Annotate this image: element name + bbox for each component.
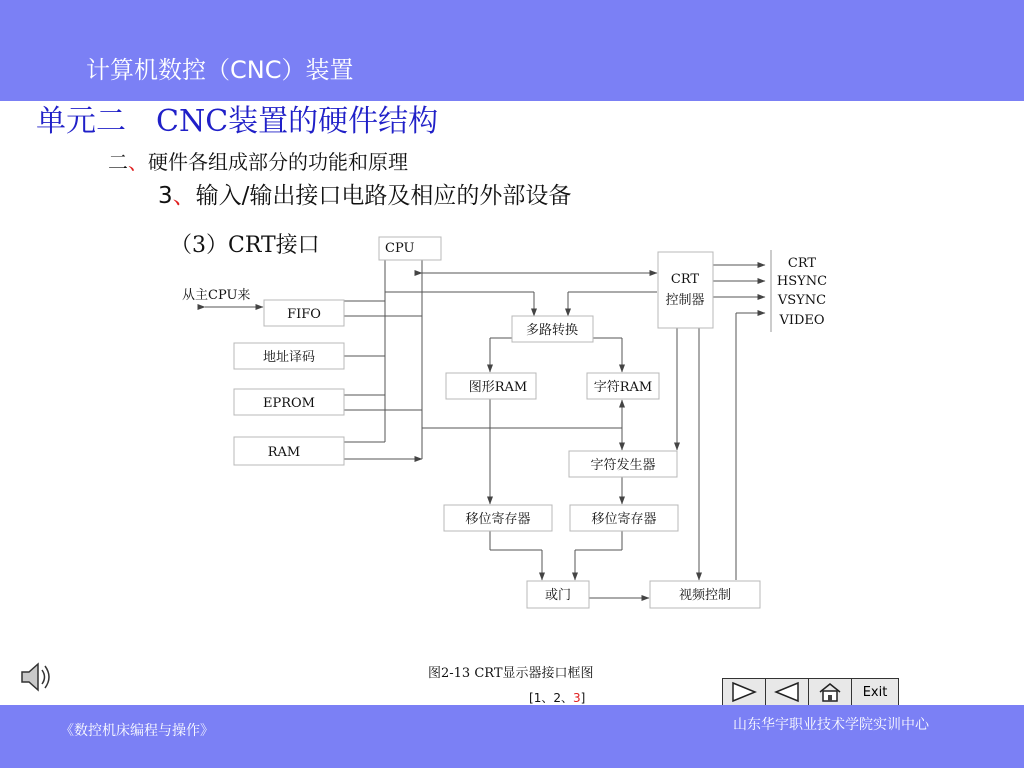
page-link-2[interactable]: 2 [553,691,561,705]
output-video-label: VIDEO [779,313,825,328]
footer-course-title: 《数控机床编程与操作》 [60,723,214,739]
next-button[interactable] [722,678,766,706]
unit-title: CNC装置的硬件结构 [156,104,439,139]
output-crt-label: CRT [787,256,817,271]
play-left-icon [772,681,802,703]
multiplexer-label: 多路转换 [525,323,579,338]
or-gate-label: 或门 [544,588,572,603]
sub-heading-prefix: 二 [108,150,128,174]
footer-institution: 山东华宇职业技术学院实训中心 [733,717,929,733]
previous-button[interactable] [765,678,809,706]
cpu-label: CPU [385,241,415,256]
pager-open: [ [529,691,534,705]
pager-sep-1: 、 [541,691,554,705]
fifo-label: FIFO [287,307,321,322]
char-ram-label: 字符RAM [593,380,653,395]
page-link-3-current[interactable]: 3 [573,691,581,705]
page-indicator [529,689,585,706]
navigation-bar [722,678,898,706]
shift-register-1-label: 移位寄存器 [465,512,531,527]
sub-heading-sep: 、 [128,150,148,174]
eprom-label: EPROM [263,396,315,411]
header-title: 计算机数控（CNC）装置 [86,56,354,84]
pager-sep-2: 、 [560,691,573,705]
from-main-cpu-label: 从主CPU来 [182,288,251,303]
shift-register-2-label: 移位寄存器 [591,512,657,527]
address-decode-label: 地址译码 [262,350,316,365]
play-right-icon [729,681,759,703]
figure-caption: 图2-13 CRT显示器接口框图 [428,666,594,681]
graphic-ram-label: 图形RAM [468,380,528,395]
char-generator-label: 字符发生器 [590,458,656,473]
crt-controller-label-1: CRT [670,272,700,287]
section-heading-num: 3 [158,183,173,209]
unit-label: 单元二 [36,104,126,139]
ram-label: RAM [267,445,301,460]
speaker-icon[interactable] [16,657,56,697]
output-vsync-label: VSYNC [777,293,827,308]
sub-heading-text: 硬件各组成部分的功能和原理 [148,150,408,174]
home-icon [817,681,843,703]
crt-interface-heading: （3）CRT接口 [170,233,320,258]
crt-controller-label-2: 控制器 [665,293,705,308]
page-link-1[interactable]: 1 [533,691,542,705]
section-heading-text: 输入/输出接口电路及相应的外部设备 [195,183,572,209]
video-control-label: 视频控制 [678,588,732,603]
crt-controller-block [658,252,713,328]
home-button[interactable] [808,678,852,706]
output-hsync-label: HSYNC [776,274,828,289]
pager-close: ] [580,691,586,705]
exit-button[interactable]: Exit [851,678,899,706]
section-heading-sep: 、 [172,183,196,209]
